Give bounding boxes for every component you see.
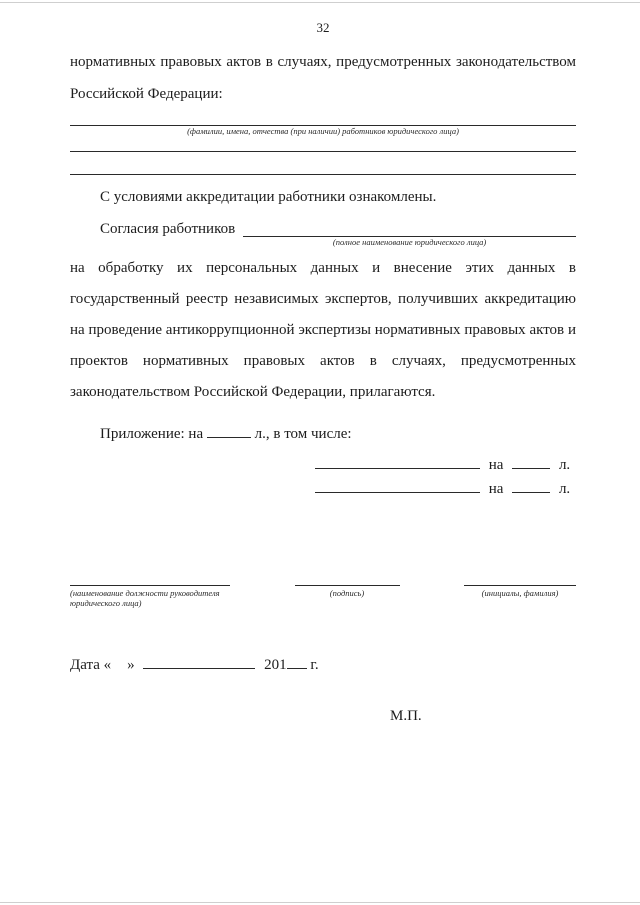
- acquainted-paragraph: С условиями аккредитации работники ознакомлены.: [100, 189, 437, 205]
- na-label: на: [488, 481, 504, 497]
- consent-label: Согласия работников: [100, 221, 236, 237]
- attachment-line: [70, 422, 576, 446]
- date-year-suffix: г.: [310, 657, 319, 673]
- attachment-item-blank: [315, 478, 480, 493]
- attachment-count-blank: [207, 423, 251, 438]
- signature-initials-caption: (инициалы, фамилия): [481, 588, 559, 598]
- l-label: л.: [558, 457, 571, 473]
- attachment-suffix: л., в том числе:: [254, 426, 352, 442]
- workers-names-blank-line-1: [70, 112, 576, 126]
- page-number: 32: [316, 20, 330, 35]
- consent-row: [70, 219, 576, 247]
- paragraph-indent: [70, 219, 100, 247]
- signature-block: [70, 576, 576, 608]
- date-line: [70, 654, 576, 676]
- workers-names-blank-line-3: [70, 152, 576, 175]
- attachment-row: [315, 454, 576, 478]
- workers-names-caption: (фамилии, имена, отчества (при наличии) работников юридического лица): [187, 126, 459, 136]
- na-label: на: [488, 457, 504, 473]
- attachment-row: [315, 478, 576, 502]
- signature-position-column: [70, 576, 230, 608]
- attachment-pages-blank: [512, 454, 550, 469]
- date-close-quote: »: [127, 657, 135, 673]
- attachment-rows: [315, 454, 576, 502]
- date-month-blank: [143, 654, 255, 669]
- attachment-label: Приложение: на: [100, 426, 204, 442]
- signature-initials-line: [464, 576, 576, 586]
- signature-position-line: [70, 576, 230, 586]
- date-year-blank: [287, 654, 307, 669]
- consent-caption: (полное наименование юридического лица): [332, 237, 487, 247]
- signature-position-caption: (наименование должности руководителя юридического лица): [70, 588, 220, 608]
- date-year: 201: [264, 657, 287, 673]
- body-paragraph: на обработку их персональных данных и внесение этих данных в государственный реестр независимых экспертов, получивших аккредитацию на проведение антикоррупционной экспертизы нормативных правовых актов и проектов нормативных правовых актов в случаях, предусмотренных законодательством Российской Федерации, прилагаются.: [70, 260, 576, 400]
- consent-blank-line: [243, 219, 576, 237]
- attachment-pages-blank: [512, 478, 550, 493]
- scan-artifact-bottom: [0, 902, 640, 903]
- l-label: л.: [558, 481, 571, 497]
- signature-sign-caption: (подпись): [329, 588, 365, 598]
- signature-sign-line: [295, 576, 400, 586]
- intro-paragraph: нормативных правовых актов в случаях, предусмотренных законодательством Российской Федерации:: [70, 54, 576, 102]
- stamp-mp-label: М.П.: [390, 708, 422, 724]
- consent-fill: [243, 219, 576, 247]
- attachment-item-blank: [315, 454, 480, 469]
- signature-sign-column: [295, 576, 400, 608]
- signature-initials-column: [464, 576, 576, 608]
- scan-artifact-top: [0, 2, 640, 3]
- date-label: Дата «: [70, 657, 112, 673]
- workers-names-blank-line-2: [70, 136, 576, 152]
